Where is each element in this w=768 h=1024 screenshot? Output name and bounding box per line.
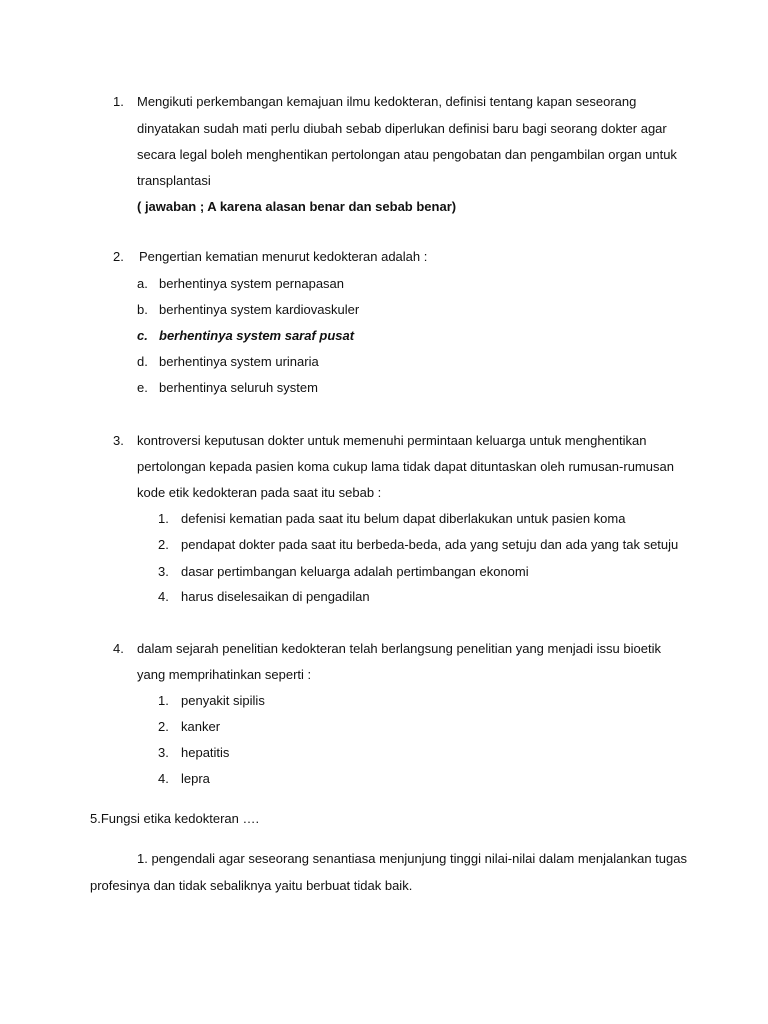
q2-option-label: b.	[137, 302, 148, 317]
q4-option-label: 1.	[158, 693, 169, 708]
q1-line: secara legal boleh menghentikan pertolongan atau pengobatan dan pengambilan organ untuk	[137, 147, 677, 162]
q3-line: kontroversi keputusan dokter untuk memenuhi permintaan keluarga untuk menghentikan	[137, 433, 647, 448]
q3-option-text: defenisi kematian pada saat itu belum dapat diberlakukan untuk pasien koma	[181, 511, 626, 526]
q2-option-text: berhentinya system pernapasan	[159, 276, 345, 291]
q2-option-text-answer: berhentinya system saraf pusat	[159, 328, 355, 343]
q3-option-label: 3.	[158, 564, 169, 579]
q4-line: yang memprihatinkan seperti :	[137, 667, 312, 682]
q3-option-label: 1.	[158, 511, 169, 526]
q2-option-text: berhentinya seluruh system	[159, 380, 318, 395]
q3-option-text: dasar pertimbangan keluarga adalah pertimbangan ekonomi	[181, 564, 529, 579]
q1-line: Mengikuti perkembangan kemajuan ilmu kedokteran, definisi tentang kapan seseorang	[137, 94, 637, 109]
q3-option-label: 4.	[158, 589, 169, 604]
q2-option-label: d.	[137, 354, 148, 369]
q5-line: profesinya dan tidak sebaliknya yaitu berbuat tidak baik.	[90, 878, 413, 893]
q3-option-label: 2.	[158, 537, 169, 552]
q3-line: kode etik kedokteran pada saat itu sebab :	[137, 485, 382, 500]
q1-line: transplantasi	[137, 173, 211, 188]
q2-option-label: e.	[137, 380, 148, 395]
q4-option-text: penyakit sipilis	[181, 693, 265, 708]
q1-line: dinyatakan sudah mati perlu diubah sebab diperlukan definisi baru bagi seorang dokter agar	[137, 121, 667, 136]
q4-line: dalam sejarah penelitian kedokteran telah berlangsung penelitian yang menjadi issu bioetik	[137, 641, 661, 656]
q4-option-text: hepatitis	[181, 745, 230, 760]
q4-option-text: kanker	[181, 719, 221, 734]
q4-option-text: lepra	[181, 771, 210, 786]
q2-option-label: a.	[137, 276, 148, 291]
q4-number: 4.	[113, 641, 124, 656]
q5-line: 1. pengendali agar seseorang senantiasa menjunjung tinggi nilai-nilai dalam menjalankan tugas	[137, 851, 687, 866]
q4-option-label: 3.	[158, 745, 169, 760]
q5-heading: 5.Fungsi etika kedokteran ….	[90, 811, 260, 826]
q3-number: 3.	[113, 433, 124, 448]
q2-option-text: berhentinya system urinaria	[159, 354, 319, 369]
q2-option-label: c.	[137, 328, 148, 343]
q1-number: 1.	[113, 94, 124, 109]
q1-answer: ( jawaban ; A karena alasan benar dan sebab benar)	[137, 199, 457, 214]
q3-line: pertolongan kepada pasien koma cukup lama tidak dapat dituntaskan oleh rumusan-rumusan	[137, 459, 674, 474]
q2-question: Pengertian kematian menurut kedokteran adalah :	[139, 249, 428, 264]
q4-option-label: 2.	[158, 719, 169, 734]
q2-number: 2.	[113, 249, 124, 264]
q3-option-text: harus diselesaikan di pengadilan	[181, 589, 370, 604]
q3-option-text: pendapat dokter pada saat itu berbeda-beda, ada yang setuju dan ada yang tak setuju	[181, 537, 679, 552]
q2-option-text: berhentinya system kardiovaskuler	[159, 302, 360, 317]
q4-option-label: 4.	[158, 771, 169, 786]
